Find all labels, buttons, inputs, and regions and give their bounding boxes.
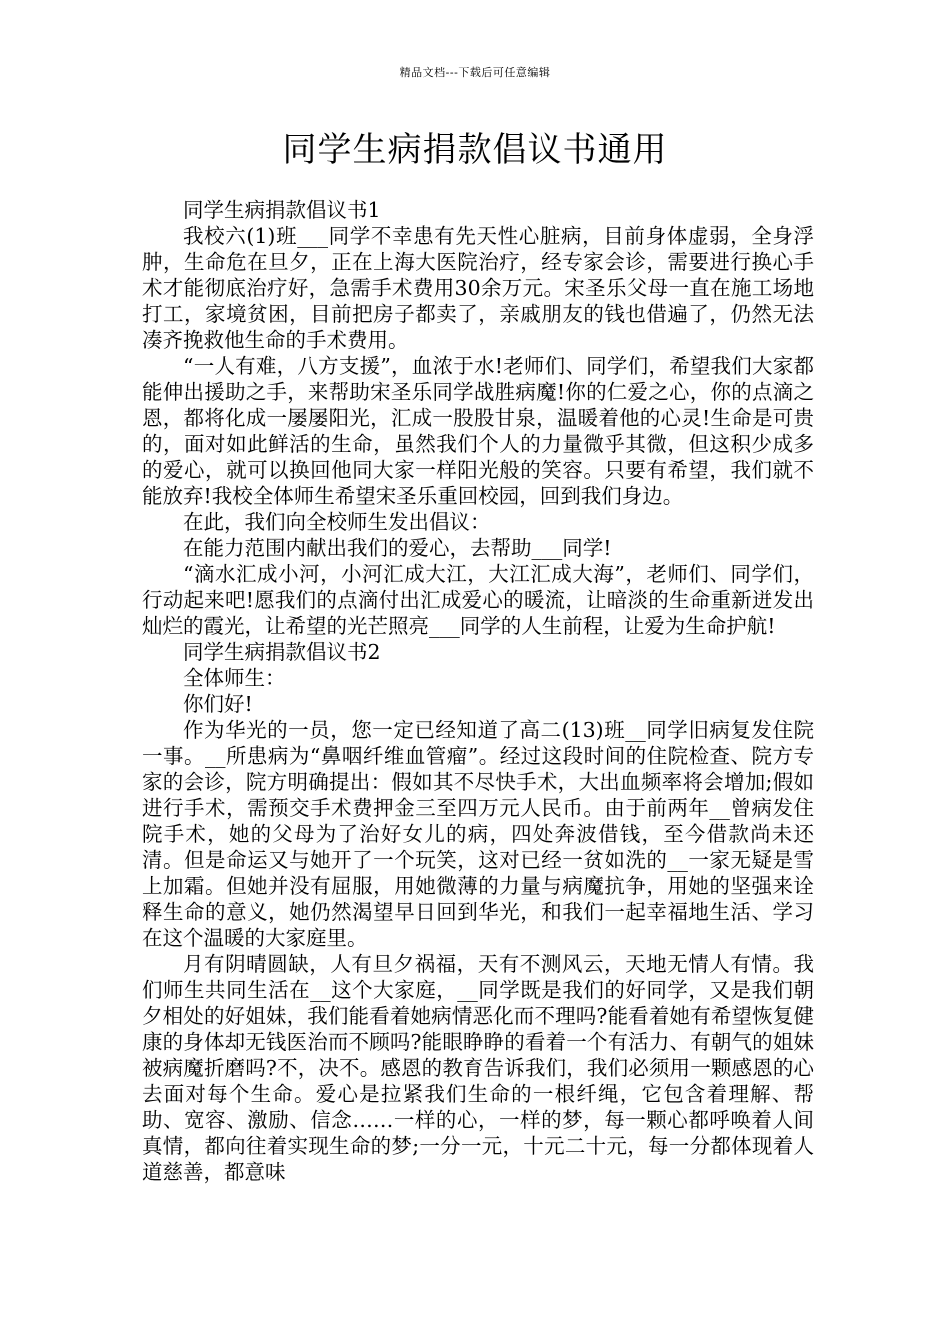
page-header: 精品文档---下载后可任意编辑: [399, 66, 551, 79]
paragraph: 月有阴晴圆缺，人有旦夕祸福，天有不测风云，天地无情人有情。我们师生共同生活在__这个大家庭，__同学既是我们的好同学，又是我们朝夕相处的好姐妹，我们能看着她病情恶化而不理吗?能看着她有希望恢复健康的身体却无钱医治而不顾吗?能眼睁睁的看着一个有活力、有朝气的姐妹被病魔折磨吗?不，决不。感恩的教育告诉我们，我们必须用一颗感恩的心去面对每个生命。爱心是拉紧我们生命的一根纤绳，它包含着理解、帮助、宽容、激励、信念……一样的心，一样的梦，每一颗心都呼唤着人间真情，都向往着实现生命的梦;一分一元，十元二十元，每一分都体现着人道慈善，都意味: [142, 952, 814, 1184]
greeting: 你们好!: [183, 692, 253, 716]
paragraph: 作为华光的一员，您一定已经知道了高二(13)班__同学旧病复发住院一事。__所患病为“鼻咽纤维血管瘤”。经过这段时间的住院检查、院方专家的会诊，院方明确提出：假如其不尽快手术，大出血频率将会增加;假如进行手术，需预交手术费押金三至四万元人民币。由于前两年__曾病发住院手术，她的父母为了治好女儿的病，四处奔波借钱，至今借款尚未还清。但是命运又与她开了一个玩笑，这对已经一贫如洗的__一家无疑是雪上加霜。但她并没有屈服，用她微薄的力量与病魔抗争，用她的坚强来诠释生命的意义，她仍然渴望早日回到华光，和我们一起幸福地生活、学习在这个温暖的大家庭里。: [142, 718, 814, 950]
document-title: 同学生病捐款倡议书通用: [282, 130, 668, 170]
paragraph: “滴水汇成小河，小河汇成大江，大江汇成大海”，老师们、同学们，行动起来吧!愿我们的点滴付出汇成爱心的暖流，让暗淡的生命重新迸发出灿烂的霞光，让希望的光芒照亮___同学的人生前程，让爱为生命护航!: [142, 562, 814, 638]
paragraph: 我校六(1)班___同学不幸患有先天性心脏病，目前身体虚弱，全身浮肿，生命危在旦夕，正在上海大医院治疗，经专家会诊，需要进行换心手术才能彻底治疗好，急需手术费用30余万元。宋圣乐父母一直在施工场地打工，家境贫困，目前把房子都卖了，亲戚朋友的钱也借遍了，仍然无法凑齐挽救他生命的手术费用。: [142, 224, 814, 352]
document-body: [142, 197, 814, 1185]
paragraph: 在此，我们向全校师生发出倡议：: [183, 510, 491, 534]
section-heading-2: 同学生病捐款倡议书2: [183, 640, 381, 664]
section-heading-1: 同学生病捐款倡议书1: [183, 198, 381, 222]
paragraph: 在能力范围内献出我们的爱心，去帮助___同学!: [183, 536, 612, 560]
paragraph: “一人有难，八方支援”，血浓于水!老师们、同学们，希望我们大家都能伸出援助之手，来帮助宋圣乐同学战胜病魔!你的仁爱之心，你的点滴之恩，都将化成一屡屡阳光，汇成一股股甘泉，温暖着他的心灵!生命是可贵的，面对如此鲜活的生命，虽然我们个人的力量微乎其微，但这积少成多的爱心，就可以换回他同大家一样阳光般的笑容。只要有希望，我们就不能放弃!我校全体师生希望宋圣乐重回校园，回到我们身边。: [142, 354, 814, 508]
salutation: 全体师生：: [183, 666, 286, 690]
